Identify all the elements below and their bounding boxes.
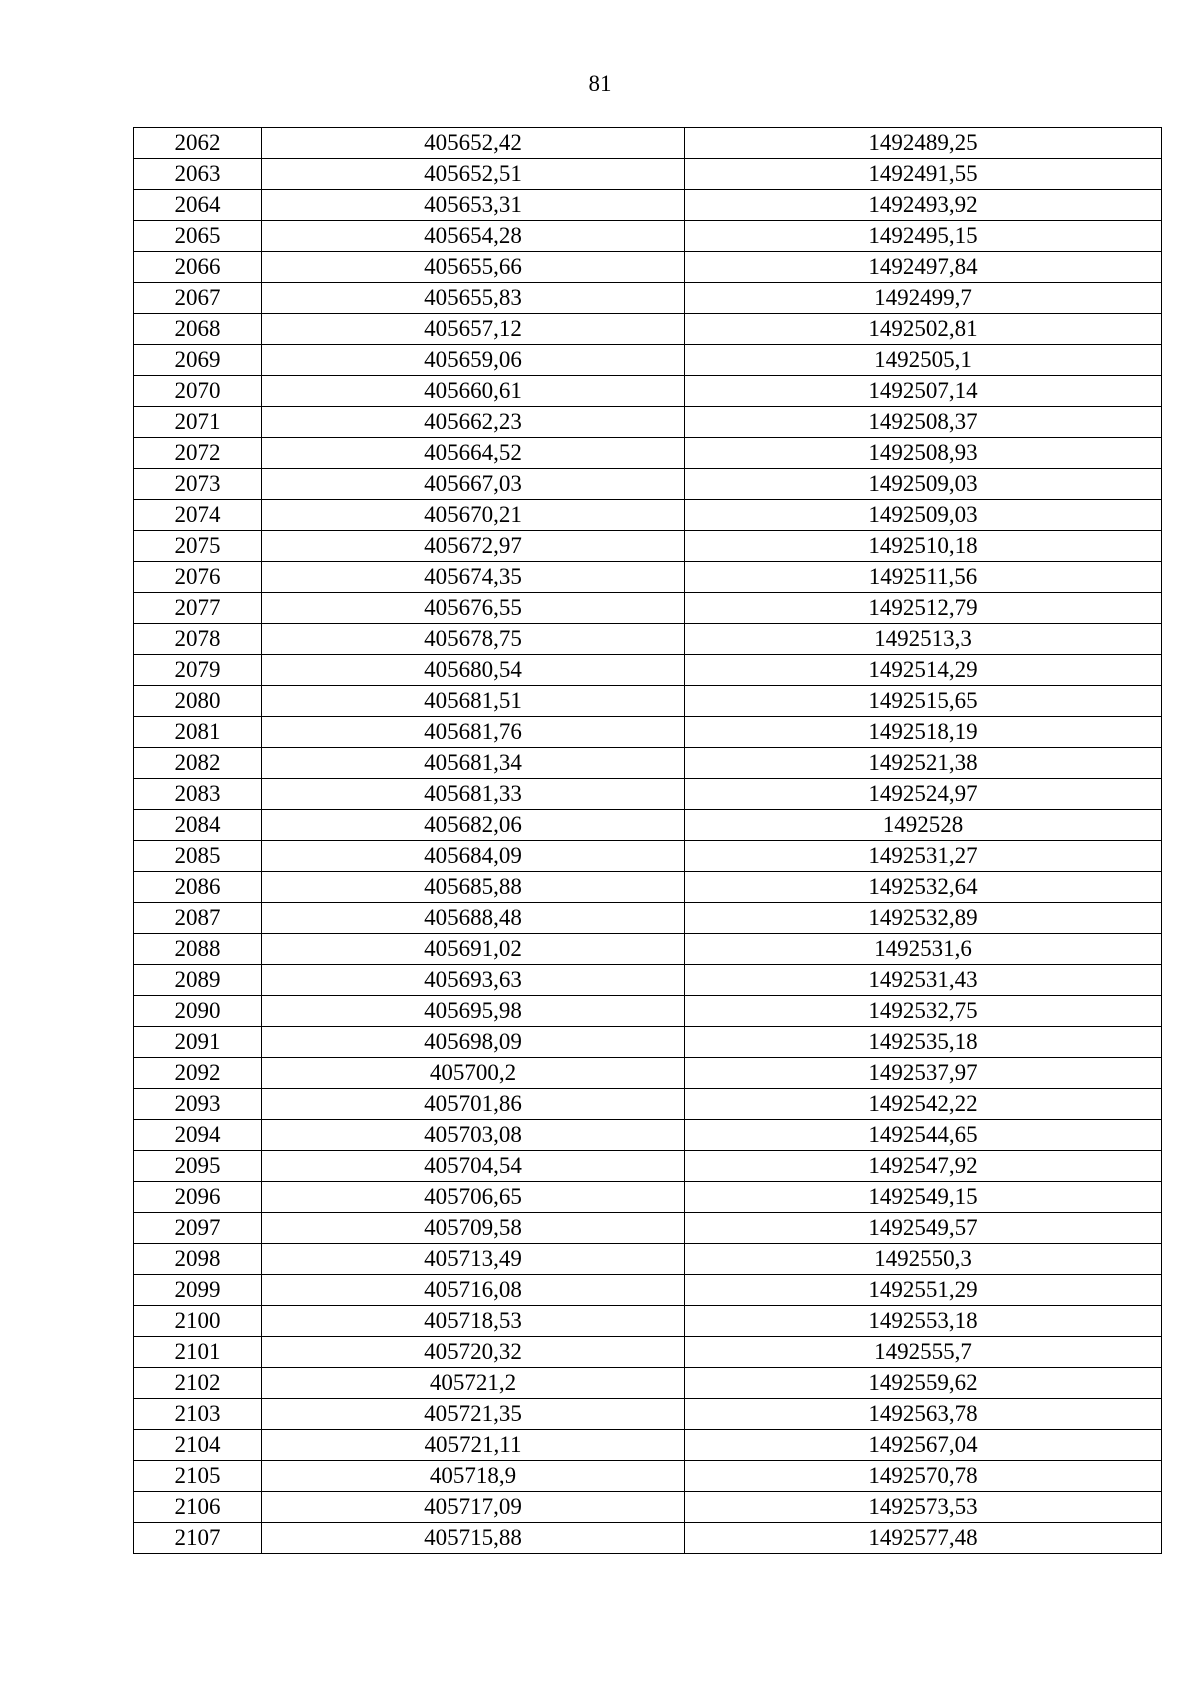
point-number-cell: 2087 (134, 903, 262, 934)
y-coordinate-cell: 1492567,04 (685, 1430, 1162, 1461)
point-number-cell: 2096 (134, 1182, 262, 1213)
y-coordinate-cell: 1492507,14 (685, 376, 1162, 407)
y-coordinate-cell: 1492528 (685, 810, 1162, 841)
y-coordinate-cell: 1492502,81 (685, 314, 1162, 345)
y-coordinate-cell: 1492555,7 (685, 1337, 1162, 1368)
x-coordinate-cell: 405715,88 (262, 1523, 685, 1554)
x-coordinate-cell: 405682,06 (262, 810, 685, 841)
y-coordinate-cell: 1492553,18 (685, 1306, 1162, 1337)
table-row (134, 345, 1162, 376)
point-number-cell: 2082 (134, 748, 262, 779)
x-coordinate-cell: 405718,9 (262, 1461, 685, 1492)
y-coordinate-cell: 1492509,03 (685, 469, 1162, 500)
x-coordinate-cell: 405681,51 (262, 686, 685, 717)
x-coordinate-cell: 405655,66 (262, 252, 685, 283)
point-number-cell: 2101 (134, 1337, 262, 1368)
y-coordinate-cell: 1492508,37 (685, 407, 1162, 438)
y-coordinate-cell: 1492495,15 (685, 221, 1162, 252)
point-number-cell: 2075 (134, 531, 262, 562)
table-row (134, 965, 1162, 996)
point-number-cell: 2095 (134, 1151, 262, 1182)
y-coordinate-cell: 1492542,22 (685, 1089, 1162, 1120)
table-row (134, 872, 1162, 903)
point-number-cell: 2094 (134, 1120, 262, 1151)
y-coordinate-cell: 1492550,3 (685, 1244, 1162, 1275)
point-number-cell: 2072 (134, 438, 262, 469)
x-coordinate-cell: 405717,09 (262, 1492, 685, 1523)
x-coordinate-cell: 405657,12 (262, 314, 685, 345)
table-row (134, 1058, 1162, 1089)
table-row (134, 593, 1162, 624)
y-coordinate-cell: 1492491,55 (685, 159, 1162, 190)
x-coordinate-cell: 405695,98 (262, 996, 685, 1027)
x-coordinate-cell: 405672,97 (262, 531, 685, 562)
table-row (134, 283, 1162, 314)
table-row (134, 748, 1162, 779)
point-number-cell: 2099 (134, 1275, 262, 1306)
table-row (134, 376, 1162, 407)
y-coordinate-cell: 1492563,78 (685, 1399, 1162, 1430)
y-coordinate-cell: 1492547,92 (685, 1151, 1162, 1182)
table-row (134, 1244, 1162, 1275)
table-row (134, 1492, 1162, 1523)
table-row (134, 531, 1162, 562)
y-coordinate-cell: 1492570,78 (685, 1461, 1162, 1492)
point-number-cell: 2083 (134, 779, 262, 810)
x-coordinate-cell: 405652,42 (262, 128, 685, 159)
x-coordinate-cell: 405709,58 (262, 1213, 685, 1244)
table-row (134, 779, 1162, 810)
point-number-cell: 2069 (134, 345, 262, 376)
y-coordinate-cell: 1492515,65 (685, 686, 1162, 717)
y-coordinate-cell: 1492518,19 (685, 717, 1162, 748)
x-coordinate-cell: 405653,31 (262, 190, 685, 221)
table-row (134, 438, 1162, 469)
point-number-cell: 2106 (134, 1492, 262, 1523)
table-row (134, 1430, 1162, 1461)
x-coordinate-cell: 405674,35 (262, 562, 685, 593)
table-row (134, 996, 1162, 1027)
x-coordinate-cell: 405701,86 (262, 1089, 685, 1120)
x-coordinate-cell: 405660,61 (262, 376, 685, 407)
x-coordinate-cell: 405685,88 (262, 872, 685, 903)
y-coordinate-cell: 1492559,62 (685, 1368, 1162, 1399)
table-row (134, 1182, 1162, 1213)
point-number-cell: 2077 (134, 593, 262, 624)
point-number-cell: 2093 (134, 1089, 262, 1120)
y-coordinate-cell: 1492532,89 (685, 903, 1162, 934)
table-row (134, 1213, 1162, 1244)
y-coordinate-cell: 1492531,27 (685, 841, 1162, 872)
table-row (134, 1337, 1162, 1368)
x-coordinate-cell: 405681,34 (262, 748, 685, 779)
point-number-cell: 2107 (134, 1523, 262, 1554)
x-coordinate-cell: 405680,54 (262, 655, 685, 686)
x-coordinate-cell: 405670,21 (262, 500, 685, 531)
y-coordinate-cell: 1492497,84 (685, 252, 1162, 283)
x-coordinate-cell: 405667,03 (262, 469, 685, 500)
point-number-cell: 2080 (134, 686, 262, 717)
x-coordinate-cell: 405684,09 (262, 841, 685, 872)
table-row (134, 655, 1162, 686)
y-coordinate-cell: 1492544,65 (685, 1120, 1162, 1151)
point-number-cell: 2102 (134, 1368, 262, 1399)
y-coordinate-cell: 1492537,97 (685, 1058, 1162, 1089)
table-row (134, 903, 1162, 934)
table-row (134, 1120, 1162, 1151)
point-number-cell: 2064 (134, 190, 262, 221)
table-row (134, 1275, 1162, 1306)
point-number-cell: 2062 (134, 128, 262, 159)
table-row (134, 190, 1162, 221)
table-row (134, 221, 1162, 252)
point-number-cell: 2092 (134, 1058, 262, 1089)
table-row (134, 624, 1162, 655)
y-coordinate-cell: 1492510,18 (685, 531, 1162, 562)
point-number-cell: 2066 (134, 252, 262, 283)
point-number-cell: 2085 (134, 841, 262, 872)
y-coordinate-cell: 1492489,25 (685, 128, 1162, 159)
y-coordinate-cell: 1492531,6 (685, 934, 1162, 965)
y-coordinate-cell: 1492521,38 (685, 748, 1162, 779)
x-coordinate-cell: 405716,08 (262, 1275, 685, 1306)
point-number-cell: 2081 (134, 717, 262, 748)
table-row (134, 1399, 1162, 1430)
y-coordinate-cell: 1492549,15 (685, 1182, 1162, 1213)
point-number-cell: 2078 (134, 624, 262, 655)
table-row (134, 934, 1162, 965)
x-coordinate-cell: 405678,75 (262, 624, 685, 655)
table-row (134, 841, 1162, 872)
point-number-cell: 2098 (134, 1244, 262, 1275)
table-row (134, 1306, 1162, 1337)
y-coordinate-cell: 1492532,75 (685, 996, 1162, 1027)
x-coordinate-cell: 405698,09 (262, 1027, 685, 1058)
table-row (134, 1523, 1162, 1554)
y-coordinate-cell: 1492512,79 (685, 593, 1162, 624)
coordinates-table (133, 127, 1162, 1554)
table-row (134, 562, 1162, 593)
x-coordinate-cell: 405721,11 (262, 1430, 685, 1461)
y-coordinate-cell: 1492499,7 (685, 283, 1162, 314)
table-row (134, 159, 1162, 190)
point-number-cell: 2063 (134, 159, 262, 190)
x-coordinate-cell: 405720,32 (262, 1337, 685, 1368)
x-coordinate-cell: 405659,06 (262, 345, 685, 376)
table-row (134, 1089, 1162, 1120)
table-row (134, 469, 1162, 500)
y-coordinate-cell: 1492513,3 (685, 624, 1162, 655)
point-number-cell: 2067 (134, 283, 262, 314)
x-coordinate-cell: 405676,55 (262, 593, 685, 624)
point-number-cell: 2071 (134, 407, 262, 438)
x-coordinate-cell: 405654,28 (262, 221, 685, 252)
y-coordinate-cell: 1492508,93 (685, 438, 1162, 469)
y-coordinate-cell: 1492577,48 (685, 1523, 1162, 1554)
point-number-cell: 2103 (134, 1399, 262, 1430)
y-coordinate-cell: 1492511,56 (685, 562, 1162, 593)
y-coordinate-cell: 1492514,29 (685, 655, 1162, 686)
point-number-cell: 2084 (134, 810, 262, 841)
x-coordinate-cell: 405691,02 (262, 934, 685, 965)
table-row (134, 128, 1162, 159)
y-coordinate-cell: 1492493,92 (685, 190, 1162, 221)
x-coordinate-cell: 405681,33 (262, 779, 685, 810)
point-number-cell: 2065 (134, 221, 262, 252)
table-row (134, 1027, 1162, 1058)
point-number-cell: 2073 (134, 469, 262, 500)
point-number-cell: 2076 (134, 562, 262, 593)
table-row (134, 717, 1162, 748)
y-coordinate-cell: 1492509,03 (685, 500, 1162, 531)
x-coordinate-cell: 405706,65 (262, 1182, 685, 1213)
y-coordinate-cell: 1492532,64 (685, 872, 1162, 903)
x-coordinate-cell: 405721,35 (262, 1399, 685, 1430)
x-coordinate-cell: 405688,48 (262, 903, 685, 934)
y-coordinate-cell: 1492573,53 (685, 1492, 1162, 1523)
y-coordinate-cell: 1492549,57 (685, 1213, 1162, 1244)
x-coordinate-cell: 405655,83 (262, 283, 685, 314)
y-coordinate-cell: 1492531,43 (685, 965, 1162, 996)
x-coordinate-cell: 405681,76 (262, 717, 685, 748)
point-number-cell: 2091 (134, 1027, 262, 1058)
point-number-cell: 2079 (134, 655, 262, 686)
x-coordinate-cell: 405704,54 (262, 1151, 685, 1182)
table-row (134, 1461, 1162, 1492)
point-number-cell: 2104 (134, 1430, 262, 1461)
point-number-cell: 2105 (134, 1461, 262, 1492)
x-coordinate-cell: 405652,51 (262, 159, 685, 190)
x-coordinate-cell: 405713,49 (262, 1244, 685, 1275)
y-coordinate-cell: 1492505,1 (685, 345, 1162, 376)
point-number-cell: 2090 (134, 996, 262, 1027)
table-row (134, 1151, 1162, 1182)
table-row (134, 810, 1162, 841)
point-number-cell: 2068 (134, 314, 262, 345)
point-number-cell: 2100 (134, 1306, 262, 1337)
point-number-cell: 2089 (134, 965, 262, 996)
x-coordinate-cell: 405662,23 (262, 407, 685, 438)
point-number-cell: 2088 (134, 934, 262, 965)
table-row (134, 252, 1162, 283)
point-number-cell: 2070 (134, 376, 262, 407)
y-coordinate-cell: 1492551,29 (685, 1275, 1162, 1306)
point-number-cell: 2074 (134, 500, 262, 531)
table-row (134, 407, 1162, 438)
x-coordinate-cell: 405693,63 (262, 965, 685, 996)
point-number-cell: 2097 (134, 1213, 262, 1244)
x-coordinate-cell: 405721,2 (262, 1368, 685, 1399)
y-coordinate-cell: 1492524,97 (685, 779, 1162, 810)
table-row (134, 500, 1162, 531)
table-row (134, 686, 1162, 717)
page-number: 81 (588, 71, 612, 96)
point-number-cell: 2086 (134, 872, 262, 903)
x-coordinate-cell: 405700,2 (262, 1058, 685, 1089)
x-coordinate-cell: 405718,53 (262, 1306, 685, 1337)
coordinates-table-body (134, 128, 1162, 1554)
x-coordinate-cell: 405703,08 (262, 1120, 685, 1151)
table-row (134, 1368, 1162, 1399)
y-coordinate-cell: 1492535,18 (685, 1027, 1162, 1058)
x-coordinate-cell: 405664,52 (262, 438, 685, 469)
table-row (134, 314, 1162, 345)
